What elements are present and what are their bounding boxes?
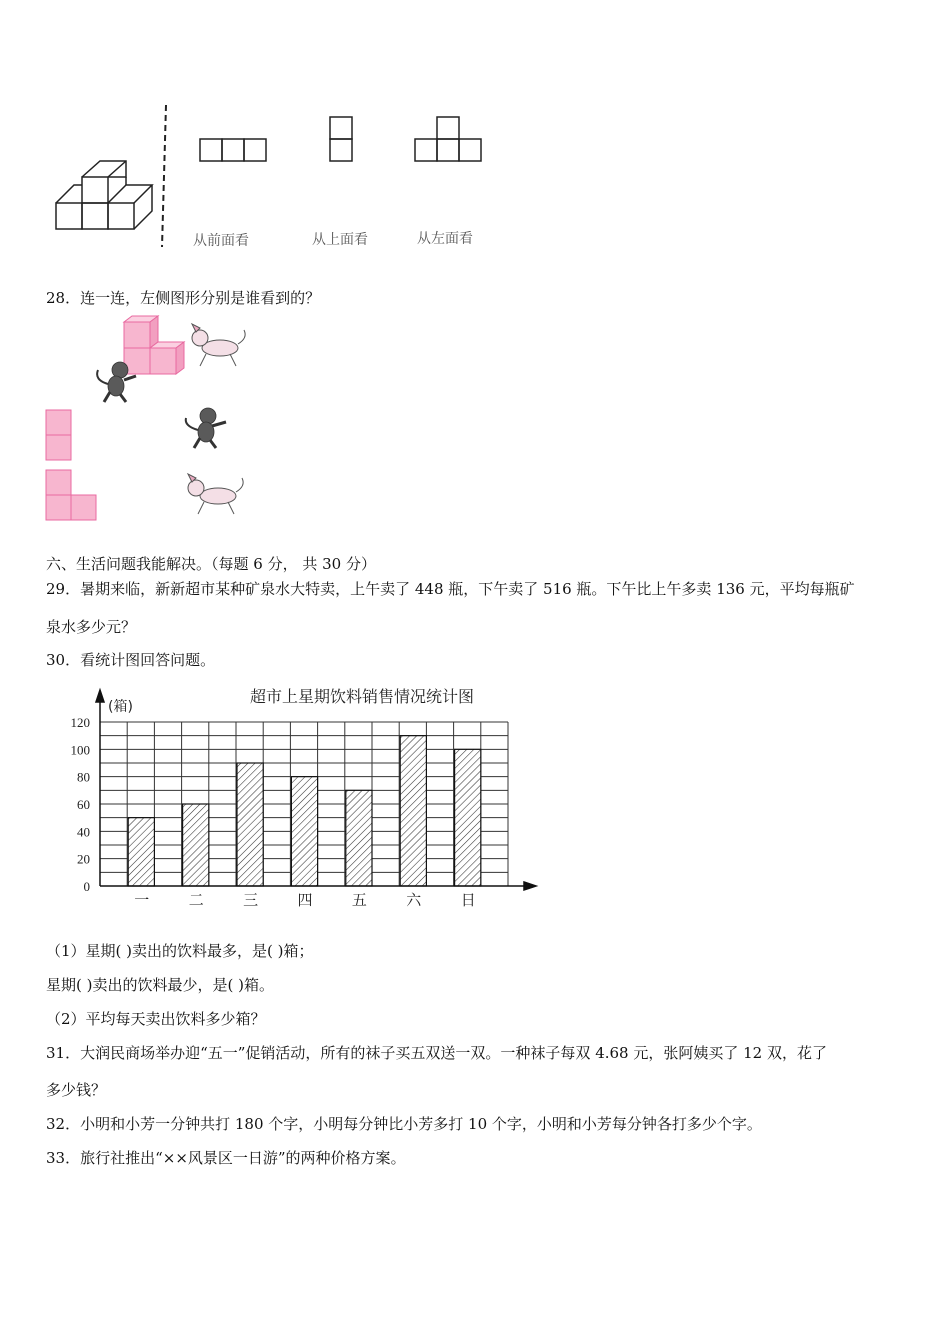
question-30-sub2: （2）平均每天卖出饮料多少箱？	[46, 1010, 266, 1028]
top-view-label: 从上面看	[312, 232, 368, 248]
pink-cube-block	[124, 316, 184, 374]
y-tick-label: 80	[77, 769, 90, 785]
y-tick-label: 100	[70, 742, 90, 758]
chart-xticks	[134, 891, 475, 909]
question-33: 33．旅行社推出“××风景区一日游”的两种价格方案。	[46, 1149, 406, 1167]
question-32: 32．小明和小芳一分钟共打 180 个字，小明每分钟比小芳多打 10 个字，小明和小芳每分钟各打多少个字。	[46, 1115, 762, 1133]
question-30-sub1-line1: （1）星期( )卖出的饮料最多，是( )箱；	[46, 942, 314, 960]
q28-figure	[40, 312, 270, 527]
front-view-label: 从前面看	[193, 233, 249, 249]
front-view-drawing	[200, 139, 266, 161]
x-tick-label: 三	[243, 891, 259, 909]
bar-5	[346, 790, 372, 886]
y-tick-label: 60	[77, 797, 90, 812]
y-tick-label: 0	[83, 879, 90, 894]
question-29-line2: 泉水多少元？	[46, 618, 137, 636]
bar-7	[455, 749, 481, 886]
bar-4	[291, 777, 317, 886]
question-31-line1: 31．大润民商场举办迎“五一”促销活动，所有的袜子买五双送一双。一种袜子每双 4.68 元，张阿姨买了 12 双，花了	[46, 1044, 827, 1062]
bar-chart	[60, 682, 550, 912]
option-figure-vertical	[46, 410, 71, 460]
chart-yticks	[71, 715, 91, 894]
question-28: 28．连一连，左侧图形分别是谁看到的？	[46, 289, 321, 307]
question-30-sub1-line2: 星期( )卖出的饮料最少，是( )箱。	[46, 976, 274, 994]
bar-1	[128, 818, 154, 886]
question-31-line2: 多少钱？	[46, 1081, 107, 1099]
x-tick-label: 六	[406, 891, 422, 909]
bar-6	[400, 736, 426, 886]
x-tick-label: 四	[297, 891, 313, 909]
y-tick-label: 20	[77, 851, 90, 867]
question-29-line1: 29．暑期来临，新新超市某种矿泉水大特卖，上午卖了 448 瓶，下午卖了 516 瓶。下午比上午多卖 136 元，平均每瓶矿	[46, 580, 855, 598]
bar-3	[237, 763, 263, 886]
option-figure-l-shape	[46, 470, 96, 520]
monkey-icon	[186, 408, 226, 448]
y-tick-label: 40	[77, 824, 90, 840]
chart-title: 超市上星期饮料销售情况统计图	[249, 687, 475, 706]
section-6-title: 六、生活问题我能解决。（每题 6 分， 共 30 分）	[46, 555, 376, 573]
dog-icon	[192, 324, 245, 366]
x-tick-label: 一	[134, 891, 150, 909]
stacked-cubes-drawing	[56, 161, 152, 229]
bar-2	[183, 804, 209, 886]
dog-icon	[188, 474, 243, 514]
x-tick-label: 五	[351, 891, 367, 909]
x-tick-label: 二	[188, 891, 204, 909]
x-tick-label: 日	[460, 891, 476, 909]
chart-ylabel: (箱)	[108, 699, 133, 715]
divider-dashed	[162, 105, 166, 247]
left-view-drawing	[415, 117, 481, 161]
left-view-label: 从左面看	[417, 231, 473, 247]
top-view-drawing	[330, 117, 352, 161]
y-tick-label: 120	[70, 715, 90, 730]
question-30: 30．看统计图回答问题。	[46, 651, 216, 669]
chart-bars	[128, 736, 481, 886]
